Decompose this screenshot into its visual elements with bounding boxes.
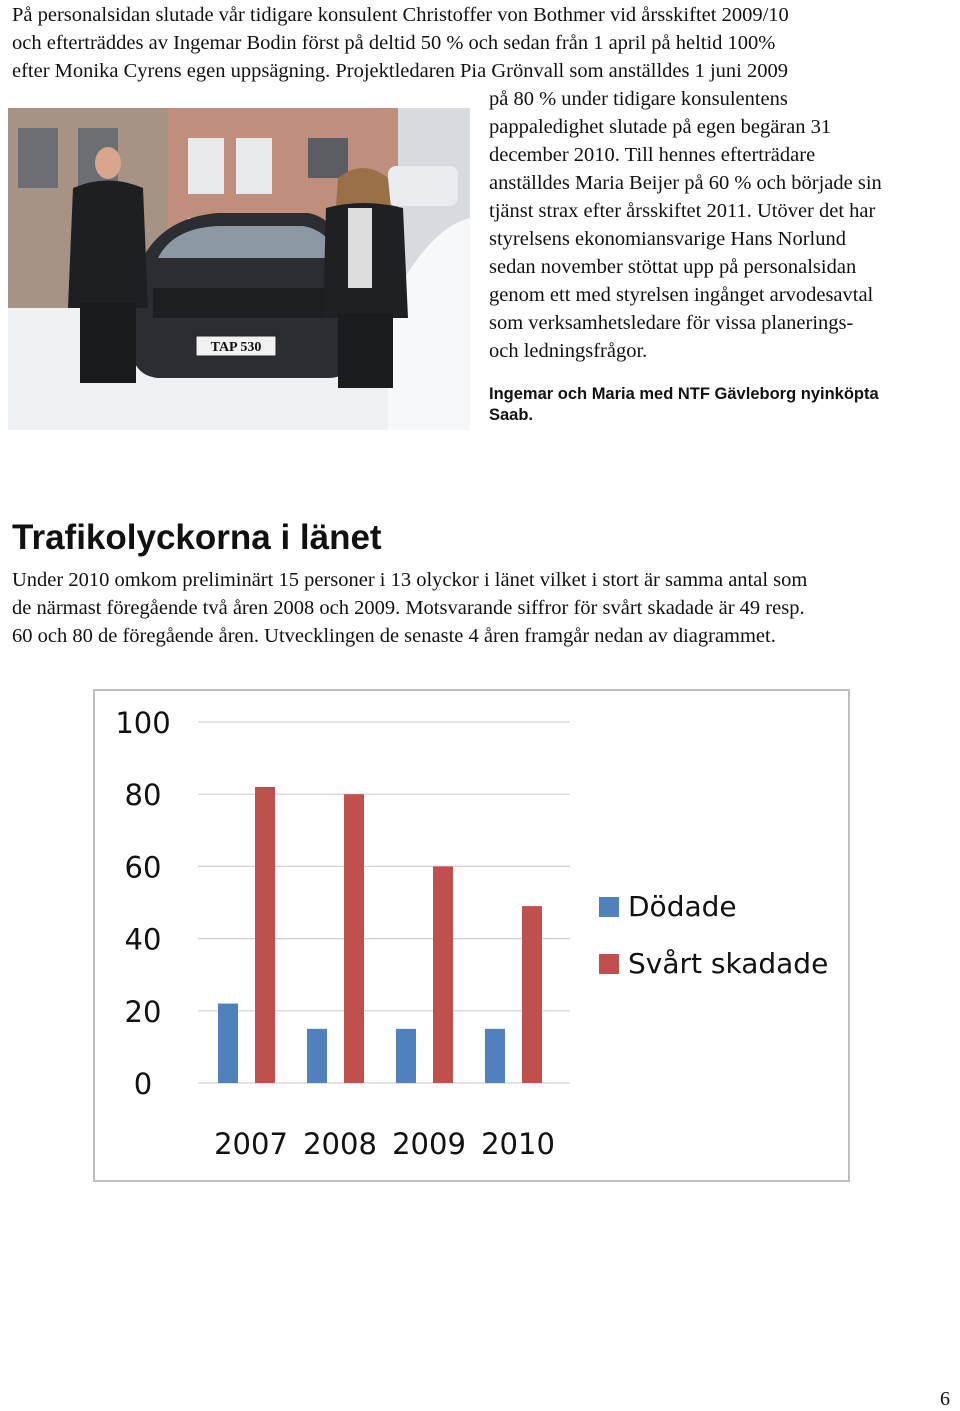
photo-people-with-car <box>8 108 470 430</box>
intro-line: På personalsidan slutade vår tidigare konsulent Christoffer von Bothmer vid årsskiftet 2009/10 <box>12 4 789 26</box>
legend-label: Dödade <box>628 890 737 923</box>
x-tick-label: 2007 <box>214 1127 288 1161</box>
intro-line: som verksamhetsledare för vissa planerings- <box>489 312 854 334</box>
intro-line: och efterträddes av Ingemar Bodin först på deltid 50 % och sedan från 1 april på heltid 100% <box>12 32 776 54</box>
body-line: Under 2010 omkom preliminärt 15 personer i 13 olyckor i länet vilket i stort är samma antal som <box>12 569 808 591</box>
photo-caption <box>489 384 879 426</box>
caption-line: Saab. <box>489 406 534 424</box>
y-tick-label: 20 <box>124 994 162 1029</box>
caption-line: Ingemar och Maria med NTF Gävleborg nyinköpta <box>489 385 879 403</box>
chart-x-tick-labels <box>214 1127 555 1161</box>
intro-line: efter Monika Cyrens egen uppsägning. Projektledaren Pia Grönvall som anställdes 1 juni 2009 <box>12 60 788 82</box>
bar-svart-skadade-2010 <box>522 906 542 1083</box>
photo-illustration <box>8 108 470 430</box>
bar-dodade-2010 <box>485 1029 505 1083</box>
legend-swatch <box>599 897 619 917</box>
y-tick-label: 40 <box>124 922 162 957</box>
y-tick-label: 100 <box>115 706 171 740</box>
intro-line: tjänst strax efter årsskiftet 2011. Utöver det har <box>489 200 876 222</box>
intro-line: genom ett med styrelsen ingånget arvodesavtal <box>489 284 874 306</box>
intro-line: anställdes Maria Beijer på 60 % och började sin <box>489 172 882 194</box>
license-plate-text: TAP 530 <box>210 340 262 355</box>
chart-legend <box>599 890 828 980</box>
chart-bars <box>218 787 542 1083</box>
x-tick-label: 2008 <box>303 1127 377 1161</box>
x-tick-label: 2009 <box>392 1127 466 1161</box>
intro-line: styrelsens ekonomiansvarige Hans Norlund <box>489 228 846 250</box>
legend-label: Svårt skadade <box>628 947 829 980</box>
x-tick-label: 2010 <box>481 1127 555 1161</box>
bar-svart-skadade-2009 <box>433 866 453 1083</box>
legend-swatch <box>599 954 619 974</box>
bar-chart <box>95 691 848 1180</box>
bar-dodade-2008 <box>307 1029 327 1083</box>
bar-svart-skadade-2008 <box>344 794 364 1083</box>
intro-line: pappaledighet slutade på egen begäran 31 <box>489 116 832 138</box>
y-tick-label: 60 <box>124 850 162 885</box>
intro-line: och ledningsfrågor. <box>489 340 648 362</box>
bar-dodade-2009 <box>396 1029 416 1083</box>
y-tick-label: 0 <box>133 1067 153 1101</box>
intro-line: december 2010. Till hennes efterträdare <box>489 144 816 166</box>
chart-gridlines <box>198 722 570 1083</box>
y-tick-label: 80 <box>124 778 162 813</box>
body-line: 60 och 80 de föregående åren. Utvecklingen de senaste 4 åren framgår nedan av diagrammet. <box>12 625 776 647</box>
intro-line: på 80 % under tidigare konsulentens <box>489 88 788 110</box>
body-line: de närmast föregående två åren 2008 och 2009. Motsvarande siffror för svårt skadade är 49 resp. <box>12 597 805 619</box>
bar-svart-skadade-2007 <box>255 787 275 1083</box>
chart-frame <box>93 689 850 1182</box>
chart-y-tick-labels <box>115 706 170 1101</box>
section-heading: Trafikolyckorna i länet <box>12 518 382 557</box>
intro-line: sedan november stöttat upp på personalsidan <box>489 256 857 278</box>
page-number: 6 <box>940 1388 950 1410</box>
bar-dodade-2007 <box>218 1004 238 1083</box>
